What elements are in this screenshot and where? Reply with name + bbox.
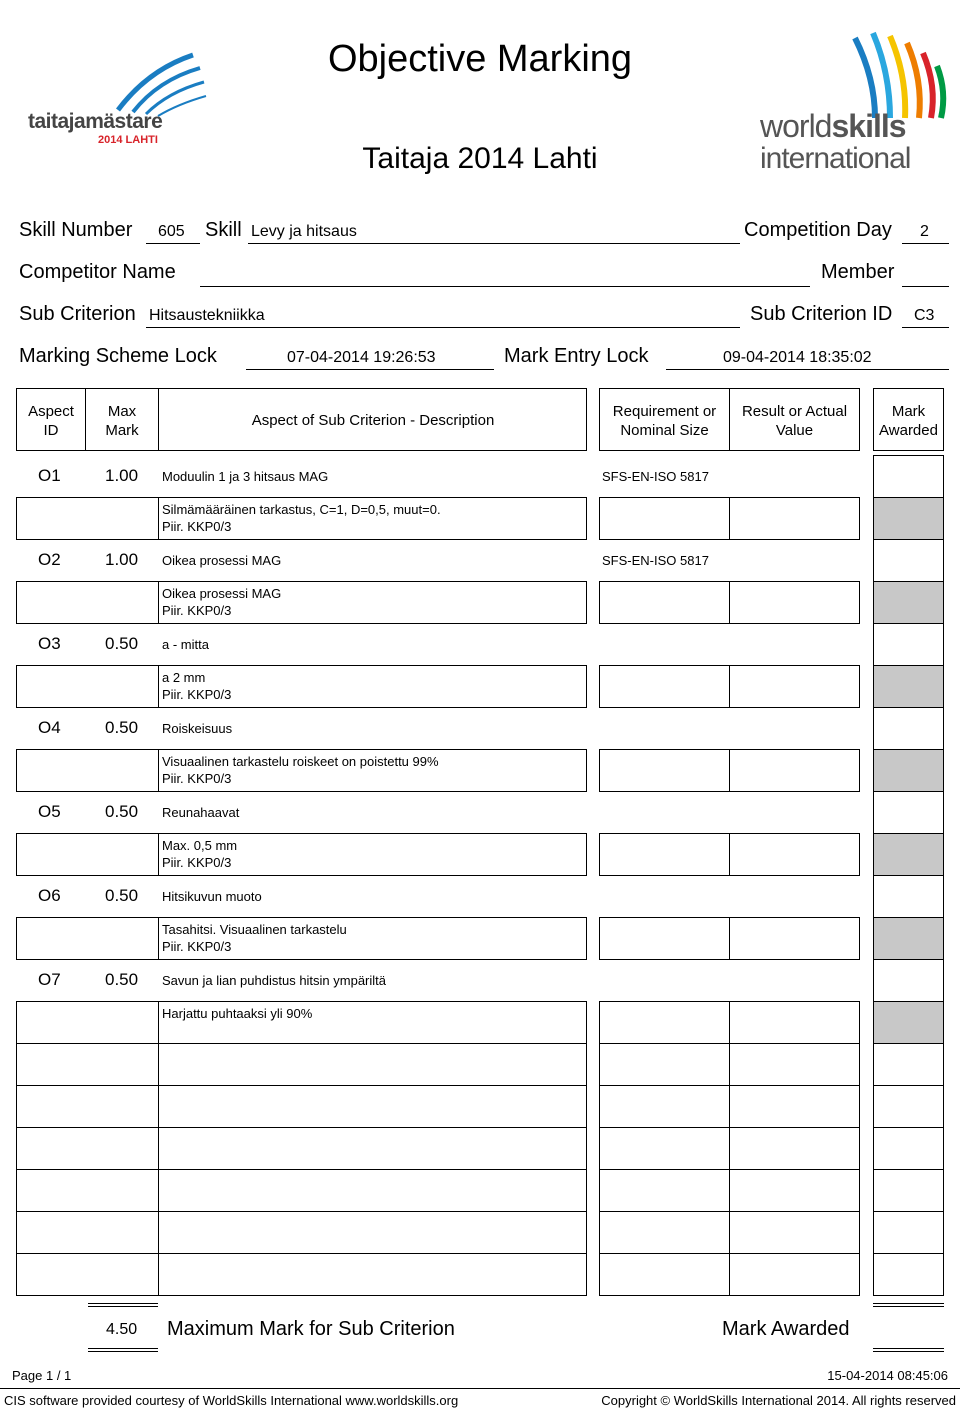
aspect-detail-line1: Silmämääräinen tarkastus, C=1, D=0,5, muut=0. <box>162 502 441 517</box>
row-requirement-cell <box>599 749 730 792</box>
row-requirement-cell <box>599 1211 730 1254</box>
row-divider <box>158 833 159 876</box>
mark-awarded-total-label: Mark Awarded <box>722 1318 850 1340</box>
aspect-id: O2 <box>38 550 61 569</box>
row-requirement-cell <box>599 1169 730 1212</box>
aspect-max-mark: 1.00 <box>105 550 139 569</box>
member-line <box>902 286 949 287</box>
aspect-detail-line2: Piir. KKP0/3 <box>162 519 232 534</box>
row-requirement-cell <box>599 1001 730 1044</box>
row-result-cell[interactable] <box>729 917 860 960</box>
competition-day-label: Competition Day <box>744 219 892 241</box>
row-left-cell <box>16 1253 587 1296</box>
row-result-cell <box>729 1169 860 1212</box>
aspect-id: O3 <box>38 634 61 653</box>
row-left-cell <box>16 1127 587 1170</box>
worldskills-logo-line2: international <box>760 142 911 175</box>
awarded-top-rule <box>873 1303 944 1307</box>
worldskills-logo-skills: skills <box>831 108 906 144</box>
aspect-requirement: SFS-EN-ISO 5817 <box>602 469 709 484</box>
row-mark-cell[interactable] <box>873 623 944 666</box>
row-divider <box>158 1085 159 1128</box>
row-requirement-cell <box>599 833 730 876</box>
row-mark-cell[interactable] <box>873 707 944 750</box>
row-left-cell <box>16 1169 587 1212</box>
row-mark-cell <box>873 1001 944 1044</box>
row-result-cell <box>729 1211 860 1254</box>
row-requirement-cell <box>599 1085 730 1128</box>
aspect-detail-line2: Piir. KKP0/3 <box>162 687 232 702</box>
row-divider <box>158 749 159 792</box>
row-requirement-cell <box>599 581 730 624</box>
aspect-requirement: SFS-EN-ISO 5817 <box>602 553 709 568</box>
row-result-cell[interactable] <box>729 497 860 540</box>
aspect-max-mark: 0.50 <box>105 718 139 737</box>
row-divider <box>158 1001 159 1044</box>
row-result-cell <box>729 1127 860 1170</box>
aspect-id: O5 <box>38 802 61 821</box>
skill-line <box>248 243 740 244</box>
aspect-detail-line2: Piir. KKP0/3 <box>162 771 232 786</box>
row-mark-cell[interactable] <box>873 455 944 498</box>
row-mark-cell[interactable] <box>873 875 944 918</box>
max-total-label: Maximum Mark for Sub Criterion <box>167 1318 455 1340</box>
row-result-cell[interactable] <box>729 833 860 876</box>
worldskills-logo-world: world <box>760 108 832 144</box>
aspect-description: Roiskeisuus <box>162 721 233 736</box>
aspect-max-mark: 0.50 <box>105 970 139 989</box>
sub-criterion-value: Hitsaustekniikka <box>149 307 265 324</box>
row-left-cell <box>16 1085 587 1128</box>
row-divider <box>158 1253 159 1296</box>
row-mark-cell <box>873 1127 944 1170</box>
col-header-description: Aspect of Sub Criterion - Description <box>251 412 495 429</box>
row-divider <box>158 1043 159 1086</box>
marking-scheme-lock-label: Marking Scheme Lock <box>19 345 217 367</box>
aspect-detail-line1: Harjattu puhtaaksi yli 90% <box>162 1006 313 1021</box>
footer-rule <box>0 1388 960 1389</box>
aspect-id: O1 <box>38 466 61 485</box>
aspect-max-mark: 0.50 <box>105 886 139 905</box>
row-result-cell[interactable] <box>729 1001 860 1044</box>
row-divider <box>158 917 159 960</box>
aspect-detail-line1: a 2 mm <box>162 670 206 685</box>
aspect-id: O4 <box>38 718 61 737</box>
aspect-max-mark: 0.50 <box>105 802 139 821</box>
row-result-cell <box>729 1043 860 1086</box>
aspect-detail-line1: Tasahitsi. Visuaalinen tarkastelu <box>162 922 347 937</box>
row-divider <box>158 1127 159 1170</box>
row-mark-cell <box>873 1085 944 1128</box>
aspect-detail-line2: Piir. KKP0/3 <box>162 603 232 618</box>
total-top-rule <box>88 1303 158 1307</box>
aspect-detail-line2: Piir. KKP0/3 <box>162 855 232 870</box>
marking-scheme-lock-line <box>246 369 494 370</box>
row-mark-cell <box>873 581 944 624</box>
footer-copyright: Copyright © WorldSkills International 2014. All rights reserved <box>601 1393 956 1408</box>
row-mark-cell <box>873 1169 944 1212</box>
sub-criterion-id-label: Sub Criterion ID <box>750 303 893 325</box>
aspect-description: Hitsikuvun muoto <box>162 889 262 904</box>
sub-criterion-id-value: C3 <box>914 307 935 324</box>
page-subtitle: Taitaja 2014 Lahti <box>362 142 598 175</box>
marking-scheme-lock-value: 07-04-2014 19:26:53 <box>287 349 436 366</box>
row-requirement-cell <box>599 665 730 708</box>
aspect-detail-line1: Max. 0,5 mm <box>162 838 238 853</box>
row-mark-cell <box>873 1211 944 1254</box>
row-mark-cell <box>873 749 944 792</box>
row-mark-cell[interactable] <box>873 791 944 834</box>
sub-criterion-line <box>146 327 740 328</box>
competitor-name-line <box>200 286 810 287</box>
skill-number-value: 605 <box>158 223 185 240</box>
row-requirement-cell <box>599 917 730 960</box>
row-requirement-cell <box>599 1043 730 1086</box>
skill-label: Skill <box>205 219 242 241</box>
competition-day-line <box>902 243 949 244</box>
page-number: Page 1 / 1 <box>12 1368 72 1383</box>
page-title: Objective Marking <box>327 38 633 80</box>
row-divider <box>158 581 159 624</box>
skill-number-line <box>146 243 200 244</box>
col-header-requirement: Requirement or Nominal Size <box>612 403 717 439</box>
skill-number-label: Skill Number <box>19 219 133 241</box>
row-mark-cell <box>873 665 944 708</box>
col-header-result: Result or Actual Value <box>741 403 848 439</box>
row-requirement-cell <box>599 497 730 540</box>
aspect-description: Moduulin 1 ja 3 hitsaus MAG <box>162 469 329 484</box>
row-mark-cell <box>873 917 944 960</box>
mark-entry-lock-label: Mark Entry Lock <box>504 345 649 367</box>
aspect-description: a - mitta <box>162 637 209 652</box>
awarded-total-field[interactable] <box>873 1310 944 1346</box>
taitaja-logo-sub: 2014 LAHTI <box>98 134 158 146</box>
max-total-value: 4.50 <box>106 1321 138 1338</box>
aspect-id: O7 <box>38 970 61 989</box>
aspect-max-mark: 1.00 <box>105 466 139 485</box>
sub-criterion-label: Sub Criterion <box>19 303 136 325</box>
row-mark-cell <box>873 1253 944 1296</box>
aspect-detail-line1: Oikea prosessi MAG <box>162 586 282 601</box>
row-result-cell <box>729 1085 860 1128</box>
aspect-description: Oikea prosessi MAG <box>162 553 282 568</box>
row-result-cell[interactable] <box>729 749 860 792</box>
competition-day-value: 2 <box>920 223 929 240</box>
row-result-cell <box>729 1253 860 1296</box>
aspect-detail-line2: Piir. KKP0/3 <box>162 939 232 954</box>
col-header-max-mark: Max Mark <box>105 403 139 439</box>
worldskills-logo-line1 <box>760 110 906 142</box>
row-requirement-cell <box>599 1127 730 1170</box>
row-divider <box>158 665 159 708</box>
member-label: Member <box>821 261 895 283</box>
col-header-mark-awarded: Mark Awarded <box>879 403 938 439</box>
row-divider <box>158 1211 159 1254</box>
skill-value: Levy ja hitsaus <box>251 223 357 240</box>
taitaja-logo-text: taitajamästare <box>28 110 163 133</box>
aspect-description: Savun ja lian puhdistus hitsin ympäriltä <box>162 973 387 988</box>
aspect-id: O6 <box>38 886 61 905</box>
aspect-detail-line1: Visuaalinen tarkastelu roiskeet on poistettu 99% <box>162 754 439 769</box>
row-mark-cell <box>873 497 944 540</box>
row-divider <box>158 497 159 540</box>
col-header-aspect-id: Aspect ID <box>28 403 74 439</box>
total-bottom-rule <box>88 1348 158 1352</box>
row-requirement-cell <box>599 1253 730 1296</box>
row-mark-cell[interactable] <box>873 959 944 1002</box>
row-left-cell <box>16 1043 587 1086</box>
mark-entry-lock-line <box>666 369 949 370</box>
row-divider <box>158 1169 159 1212</box>
row-left-cell <box>16 581 587 624</box>
row-left-cell <box>16 665 587 708</box>
print-timestamp: 15-04-2014 08:45:06 <box>827 1368 948 1383</box>
awarded-bottom-rule <box>873 1348 944 1352</box>
row-left-cell <box>16 833 587 876</box>
sub-criterion-id-line <box>902 327 949 328</box>
row-mark-cell <box>873 1043 944 1086</box>
mark-entry-lock-value: 09-04-2014 18:35:02 <box>723 349 872 366</box>
competitor-name-label: Competitor Name <box>19 261 176 283</box>
row-left-cell <box>16 1211 587 1254</box>
aspect-description: Reunahaavat <box>162 805 240 820</box>
row-mark-cell[interactable] <box>873 539 944 582</box>
row-result-cell[interactable] <box>729 665 860 708</box>
row-result-cell[interactable] <box>729 581 860 624</box>
row-mark-cell <box>873 833 944 876</box>
aspect-max-mark: 0.50 <box>105 634 139 653</box>
footer-credit: CIS software provided courtesy of WorldSkills International www.worldskills.org <box>4 1393 459 1408</box>
